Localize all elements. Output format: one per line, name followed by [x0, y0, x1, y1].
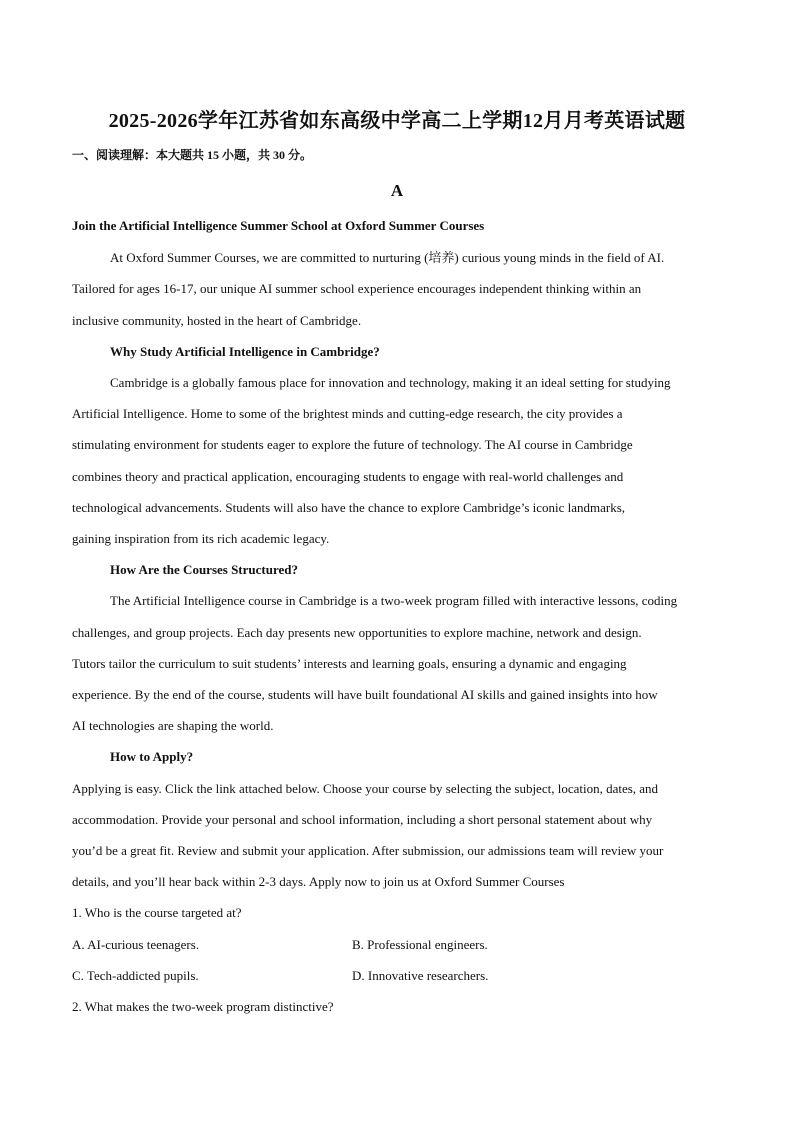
- apply-line: accommodation. Provide your personal and school information, including a short personal statement about why: [72, 812, 653, 827]
- apply-line: Applying is easy. Click the link attached below. Choose your course by selecting the subject, location, dates, and: [72, 781, 659, 796]
- question-1-stem: 1. Who is the course targeted at?: [72, 905, 242, 920]
- apply-line: details, and you’ll hear back within 2-3 days. Apply now to join us at Oxford Summer Courses: [72, 874, 565, 889]
- why-line: combines theory and practical application, encouraging students to engage with real-world challenges and: [72, 469, 624, 484]
- question-2-stem: 2. What makes the two-week program distinctive?: [72, 999, 334, 1014]
- passage-label: A: [390, 181, 404, 200]
- intro-line: At Oxford Summer Courses, we are committed to nurturing (培养) curious young minds in the field of AI.: [110, 250, 665, 265]
- section-header: 一、阅读理解：本大题共 15 小题，共 30 分。: [72, 148, 313, 162]
- passage-heading: Join the Artificial Intelligence Summer School at Oxford Summer Courses: [72, 218, 485, 233]
- q1-option-a: A. AI-curious teenagers.: [72, 937, 200, 952]
- why-line: stimulating environment for students eager to explore the future of technology. The AI course in Cambridge: [72, 437, 633, 452]
- apply-line: you’d be a great fit. Review and submit your application. After submission, our admissions team will review your: [72, 843, 664, 858]
- subheading-structure: How Are the Courses Structured?: [110, 562, 299, 577]
- why-line: technological advancements. Students will also have the chance to explore Cambridge’s iconic landmarks,: [72, 500, 626, 515]
- exam-title: 2025-2026学年江苏省如东高级中学高二上学期12月月考英语试题: [108, 110, 686, 132]
- structure-line: The Artificial Intelligence course in Cambridge is a two-week program filled with interactive lessons, coding: [110, 593, 678, 608]
- q1-option-b: B. Professional engineers.: [352, 937, 488, 952]
- intro-line: Tailored for ages 16-17, our unique AI summer school experience encourages independent thinking within an: [72, 281, 642, 296]
- structure-line: AI technologies are shaping the world.: [72, 718, 274, 733]
- q1-option-d: D. Innovative researchers.: [352, 968, 489, 983]
- why-line: gaining inspiration from its rich academic legacy.: [72, 531, 330, 546]
- structure-line: challenges, and group projects. Each day presents new opportunities to explore machine, network and design.: [72, 625, 642, 640]
- why-line: Cambridge is a globally famous place for innovation and technology, making it an ideal setting for studying: [110, 375, 671, 390]
- structure-line: experience. By the end of the course, students will have built foundational AI skills and gained insights into how: [72, 687, 658, 702]
- subheading-why: Why Study Artificial Intelligence in Cambridge?: [110, 344, 380, 359]
- q1-option-c: C. Tech-addicted pupils.: [72, 968, 199, 983]
- why-line: Artificial Intelligence. Home to some of the brightest minds and cutting-edge research, the city provides a: [72, 406, 623, 421]
- structure-line: Tutors tailor the curriculum to suit students’ interests and learning goals, ensuring a dynamic and engaging: [72, 656, 627, 671]
- intro-line: inclusive community, hosted in the heart of Cambridge.: [72, 313, 362, 328]
- subheading-apply: How to Apply?: [110, 749, 194, 764]
